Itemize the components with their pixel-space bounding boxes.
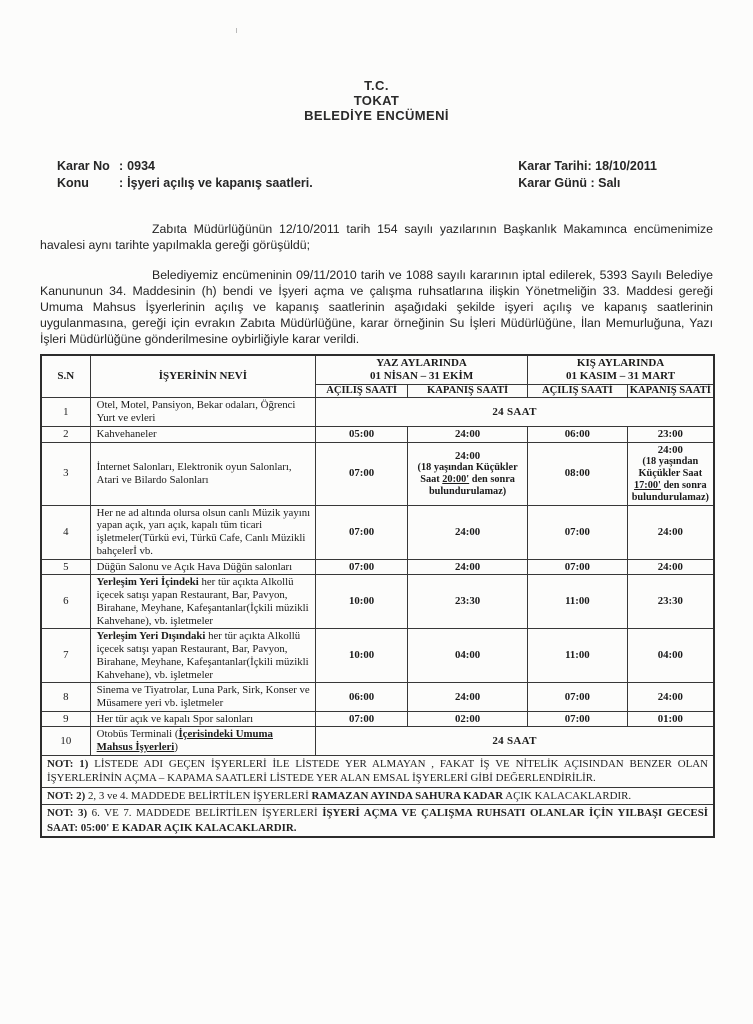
summer-close: 24:00 — [408, 505, 528, 559]
winter-open: 11:00 — [528, 629, 628, 683]
summer-close: 23:30 — [408, 575, 528, 629]
row-number: 1 — [41, 398, 90, 426]
business-type: İnternet Salonları, Elektronik oyun Salonları, Atari ve Bilardo Salonları — [90, 442, 315, 505]
row-number: 8 — [41, 683, 90, 711]
business-type — [90, 575, 315, 629]
karar-gunu-label: Karar Günü : — [518, 176, 595, 190]
col-header-winter-close: KAPANIŞ SAATİ — [627, 384, 714, 398]
karar-tarihi-label: Karar Tarihi: — [518, 159, 592, 173]
paragraph-decision: Belediyemiz encümeninin 09/11/2010 tarih ve 1088 sayılı kararının iptal edilerek, 5393 Sayılı Belediye Kanununun 34. Maddesinin (h) bendi ve İşyeri açma ve çalışma ruhsatlarına ilişkin Yönetmeliğin 33. Maddesi gereği Umuma Mahsus İşyerlerinin açılış ve kapanış saatlerinin aşağıdaki şekilde işyeri açılış ve kapanış saatlerinin uygulanmasına, gereği için evrakın Zabıta Müdürlüğüne, karar örneğinin Su İşleri Müdürlüğüne, İlan Memurluğuna, Yazı İşleri Müdürlüğüne gönderilmesine oybirliğiyle karar verildi. — [40, 268, 713, 346]
table-header-row-seasons — [41, 355, 714, 384]
winter-close: 23:30 — [627, 575, 714, 629]
summer-open: 10:00 — [316, 629, 408, 683]
restriction-text: den sonra bulundurulamaz) — [631, 480, 709, 503]
summer-open: 05:00 — [316, 426, 408, 442]
note-2 — [41, 787, 714, 805]
table-row-4 — [41, 505, 714, 559]
note-1-prefix: NOT: 1) — [47, 757, 89, 770]
note-2-tail: AÇIK KALACAKLARDIR. — [503, 789, 632, 802]
col-header-summer-close: KAPANIŞ SAATİ — [408, 384, 528, 398]
col-header-summer-open: AÇILIŞ SAATİ — [316, 384, 408, 398]
col-header-winter — [528, 355, 714, 384]
business-type-rest: her tür açıkta Alkollü içecek satışı yapan Restaurant, Bar, Pavyon, Birahane, Meyhane, Kafeşantanlar(İçkili müzikli Kahvehane), vb. işletmeler — [96, 576, 309, 627]
winter-open: 07:00 — [528, 711, 628, 727]
close-time: 24:00 — [454, 449, 481, 462]
summer-close: 24:00 — [408, 559, 528, 575]
winter-close — [627, 442, 714, 505]
col-header-sn: S.N — [41, 355, 90, 398]
konu-colon: : — [119, 176, 124, 190]
note-3-prefix: NOT: 3) — [47, 807, 88, 820]
summer-close — [408, 442, 528, 505]
summer-open: 07:00 — [316, 711, 408, 727]
note-3-emphasis: İŞYERİ AÇMA VE ÇALIŞMA RUHSATI OLANLAR İÇİN YILBAŞI GECESİ SAAT: 05:00' E KADAR AÇIK KALACAKLARDIR. — [47, 807, 708, 834]
winter-close: 01:00 — [627, 711, 714, 727]
table-row-8 — [41, 683, 714, 711]
summer-close: 24:00 — [408, 683, 528, 711]
winter-open: 11:00 — [528, 575, 628, 629]
karar-no-label: Karar No — [57, 159, 110, 173]
business-type: Otel, Motel, Pansiyon, Bekar odaları, Öğrenci Yurt ve evleri — [90, 398, 315, 426]
decision-meta — [0, 158, 753, 192]
letterhead-tc: T.C. — [364, 78, 389, 93]
row-number: 9 — [41, 711, 90, 727]
winter-close: 04:00 — [627, 629, 714, 683]
restriction-text: den sonra bulundurulamaz) — [428, 474, 515, 497]
summer-daterange: 01 NİSAN – 31 EKİM — [369, 369, 474, 382]
business-type-pre: Otobüs Terminali ( — [96, 728, 179, 741]
col-header-nevi: İŞYERİNİN NEVİ — [90, 355, 315, 398]
restriction-time: 17:00' — [633, 480, 661, 492]
table-row-5 — [41, 559, 714, 575]
winter-open: 06:00 — [528, 426, 628, 442]
note-row-2 — [41, 787, 714, 805]
business-type: Düğün Salonu ve Açık Hava Düğün salonları — [90, 559, 315, 575]
karar-no-colon: : — [119, 159, 124, 173]
winter-title: KIŞ AYLARINDA — [576, 357, 665, 369]
table-row-7 — [41, 629, 714, 683]
col-header-winter-open: AÇILIŞ SAATİ — [528, 384, 628, 398]
table-row-10 — [41, 727, 714, 755]
winter-daterange: 01 KASIM – 31 MART — [566, 369, 676, 382]
scan-artifact — [236, 28, 237, 33]
hours-span: 24 SAAT — [316, 398, 714, 426]
row-number: 10 — [41, 727, 90, 755]
table-row-6 — [41, 575, 714, 629]
note-2-prefix: NOT: 2) — [47, 789, 86, 802]
summer-close: 04:00 — [408, 629, 528, 683]
row-number: 6 — [41, 575, 90, 629]
business-type: Her ne ad altında olursa olsun canlı Müzik yayını yapan açık, yarı açık, kapalı tüm ticari işletmeler(Türkü evi, Türkü Cafe, Canlı Müzikli bahçelerİ vb. — [90, 505, 315, 559]
restriction-text: (18 yaşından Küçükler Saat — [638, 456, 703, 480]
business-type-emphasis: Yerleşim Yeri İçindeki — [96, 576, 199, 589]
summer-open: 10:00 — [316, 575, 408, 629]
business-type-emphasis: Yerleşim Yeri Dışındaki — [96, 630, 206, 643]
col-header-summer — [316, 355, 528, 384]
summer-close: 24:00 — [408, 426, 528, 442]
letterhead-city: TOKAT — [353, 93, 400, 108]
winter-open: 07:00 — [528, 683, 628, 711]
note-1-text: LİSTEDE ADI GEÇEN İŞYERLERİ İLE LİSTEDE YER ALMAYAN , FAKAT İŞ VE NİTELİK AÇISINDAN BENZER OLAN İŞYERLERİNİN AÇMA – KAPAMA SAATLERİ LİSTEDE YER ALAN EMSAL İŞYERLERİ GİBİ DEĞERLENDİRİLİR. — [47, 757, 708, 785]
note-2-text: 2, 3 ve 4. MADDEDE BELİRTİLEN İŞYERLERİ — [85, 789, 312, 802]
letterhead-institution: BELEDİYE ENCÜMENİ — [304, 108, 449, 123]
karar-tarihi-value: 18/10/2011 — [595, 159, 657, 173]
summer-open: 06:00 — [316, 683, 408, 711]
note-2-emphasis: RAMAZAN AYINDA SAHURA KADAR — [311, 789, 504, 802]
karar-gunu-value: Salı — [598, 176, 621, 190]
note-row-1 — [41, 755, 714, 787]
table-row-2 — [41, 426, 714, 442]
row-number: 3 — [41, 442, 90, 505]
paragraph-intro: Zabıta Müdürlüğünün 12/10/2011 tarih 154 sayılı yazılarının Başkanlık Makamınca encümenimize havalesi aynı tarihte yapılmakla gereği görüşüldü; — [40, 222, 713, 252]
karar-no-value: 0934 — [127, 159, 155, 173]
note-1 — [41, 755, 714, 787]
business-type — [90, 629, 315, 683]
winter-close: 24:00 — [627, 559, 714, 575]
business-type-rest: her tür açıkta Alkollü içecek satışı yapan Restaurant, Bar, Pavyon, Birahane, Meyhane, Kafeşantanlar(İçkili müzikli Kahvehane), vb. işletmeler — [96, 630, 309, 681]
note-row-3 — [41, 805, 714, 838]
konu-value: İşyeri açılış ve kapanış saatleri. — [127, 176, 313, 190]
karar-tarihi-line — [518, 158, 657, 175]
summer-open: 07:00 — [316, 505, 408, 559]
row-number: 7 — [41, 629, 90, 683]
business-type — [90, 727, 315, 755]
summer-title: YAZ AYLARINDA — [376, 357, 467, 369]
decision-meta-right — [518, 158, 657, 192]
business-type: Her tür açık ve kapalı Spor salonları — [90, 711, 315, 727]
business-type: Kahvehaneler — [90, 426, 315, 442]
winter-close: 24:00 — [627, 505, 714, 559]
decision-meta-left — [57, 158, 313, 192]
konu-label: Konu — [57, 176, 89, 190]
opening-closing-hours-table — [40, 354, 715, 838]
restriction-time: 20:00' — [442, 474, 470, 486]
winter-close: 24:00 — [627, 683, 714, 711]
konu-line — [57, 175, 313, 192]
winter-open: 08:00 — [528, 442, 628, 505]
table-row-3 — [41, 442, 714, 505]
karar-no-line — [57, 158, 313, 175]
summer-close: 02:00 — [408, 711, 528, 727]
table-row-9 — [41, 711, 714, 727]
close-time: 24:00 — [657, 443, 683, 456]
row-number: 5 — [41, 559, 90, 575]
karar-gunu-line — [518, 175, 657, 192]
note-3-text: 6. VE 7. MADDEDE BELİRTİLEN İŞYERLERİ — [87, 807, 323, 820]
business-type-underlined: İçerisindeki Umuma Mahsus İşyerleri — [96, 728, 273, 754]
note-3 — [41, 805, 714, 838]
summer-open: 07:00 — [316, 559, 408, 575]
close-time-restriction — [412, 462, 523, 497]
table-row-1 — [41, 398, 714, 426]
close-time-restriction — [632, 456, 709, 503]
restriction-text: (18 yaşından Küçükler Saat — [417, 462, 518, 486]
summer-open: 07:00 — [316, 442, 408, 505]
winter-open: 07:00 — [528, 559, 628, 575]
hours-span: 24 SAAT — [316, 727, 714, 755]
letterhead — [0, 78, 753, 123]
row-number: 4 — [41, 505, 90, 559]
winter-open: 07:00 — [528, 505, 628, 559]
winter-close: 23:00 — [627, 426, 714, 442]
business-type: Sinema ve Tiyatrolar, Luna Park, Sirk, Konser ve Müsamere yeri vb. işletmeler — [90, 683, 315, 711]
decision-body — [0, 221, 753, 347]
business-type-post: ) — [174, 741, 178, 754]
row-number: 2 — [41, 426, 90, 442]
